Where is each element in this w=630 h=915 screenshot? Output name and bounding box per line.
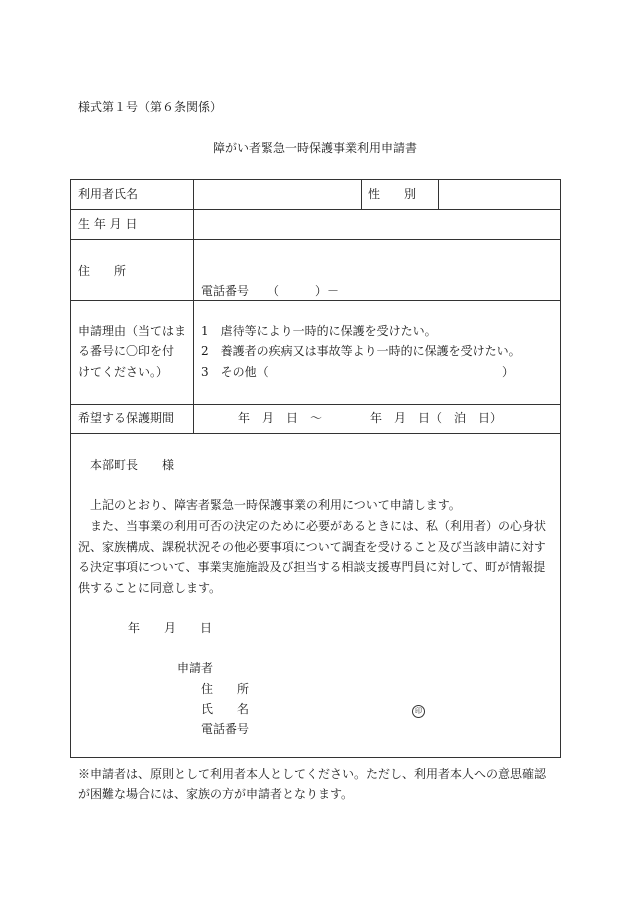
- addressee: 本部町長 様: [90, 458, 175, 472]
- applicant-label: 申請者: [177, 661, 214, 675]
- paragraph-line-3: 況、家族構成、課税状況その他必要事項について調査を受けること及び当該申請に対す: [78, 540, 546, 554]
- period-field[interactable]: 年 月 日 ～ 年 月 日（ 泊 日）: [238, 411, 503, 425]
- address-label: 住 所: [78, 264, 127, 278]
- reason-label-line-2: る番号に〇印を付: [78, 344, 175, 358]
- applicant-address-label: 住 所: [201, 682, 250, 696]
- reason-option-1[interactable]: 1 虐待等により一時的に保護を受けたい。: [201, 324, 437, 338]
- gender-label: 性 別: [368, 187, 417, 201]
- application-date[interactable]: 年 月 日: [128, 621, 213, 635]
- paragraph-line-4: る決定事項について、事業実施施設及び担当する相談支援専門員に対して、町が情報提: [78, 560, 546, 574]
- paragraph-line-2: また、当事業の利用可否の決定のために必要があるときには、私（利用者）の心身状: [90, 519, 547, 533]
- footnote-line-2: が困難な場合には、家族の方が申請者となります。: [78, 787, 354, 801]
- footnote-line-1: ※申請者は、原則として利用者本人としてください。ただし、利用者本人への意思確認: [78, 767, 547, 781]
- reason-other-close: ）: [502, 365, 515, 379]
- paragraph-line-1: 上記のとおり、障害者緊急一時保護事業の利用について申請します。: [90, 498, 461, 512]
- reason-option-2[interactable]: 2 養護者の疾病又は事故等より一時的に保護を受けたい。: [201, 344, 521, 358]
- paragraph-line-5: 供することに同意します。: [78, 581, 222, 595]
- applicant-name-label: 氏 名: [201, 702, 250, 716]
- reason-label-line-3: けてください。）: [78, 365, 169, 379]
- birthdate-label: 生 年 月 日: [78, 217, 138, 231]
- reason-label-line-1: 申請理由（当てはま: [78, 324, 187, 338]
- seal-mark: 印: [412, 703, 425, 718]
- address-field[interactable]: [200, 245, 550, 273]
- form-number: 様式第１号（第６条関係）: [78, 100, 223, 114]
- period-label: 希望する保護期間: [78, 411, 175, 425]
- applicant-phone-label: 電話番号: [201, 722, 250, 736]
- user-name-label: 利用者氏名: [78, 187, 139, 201]
- form-title: 障がい者緊急一時保護事業利用申請書: [212, 141, 417, 155]
- birthdate-field[interactable]: [200, 214, 355, 234]
- phone-line: 電話番号 （ ）－: [201, 284, 340, 298]
- reason-option-3[interactable]: 3 その他（: [201, 365, 269, 379]
